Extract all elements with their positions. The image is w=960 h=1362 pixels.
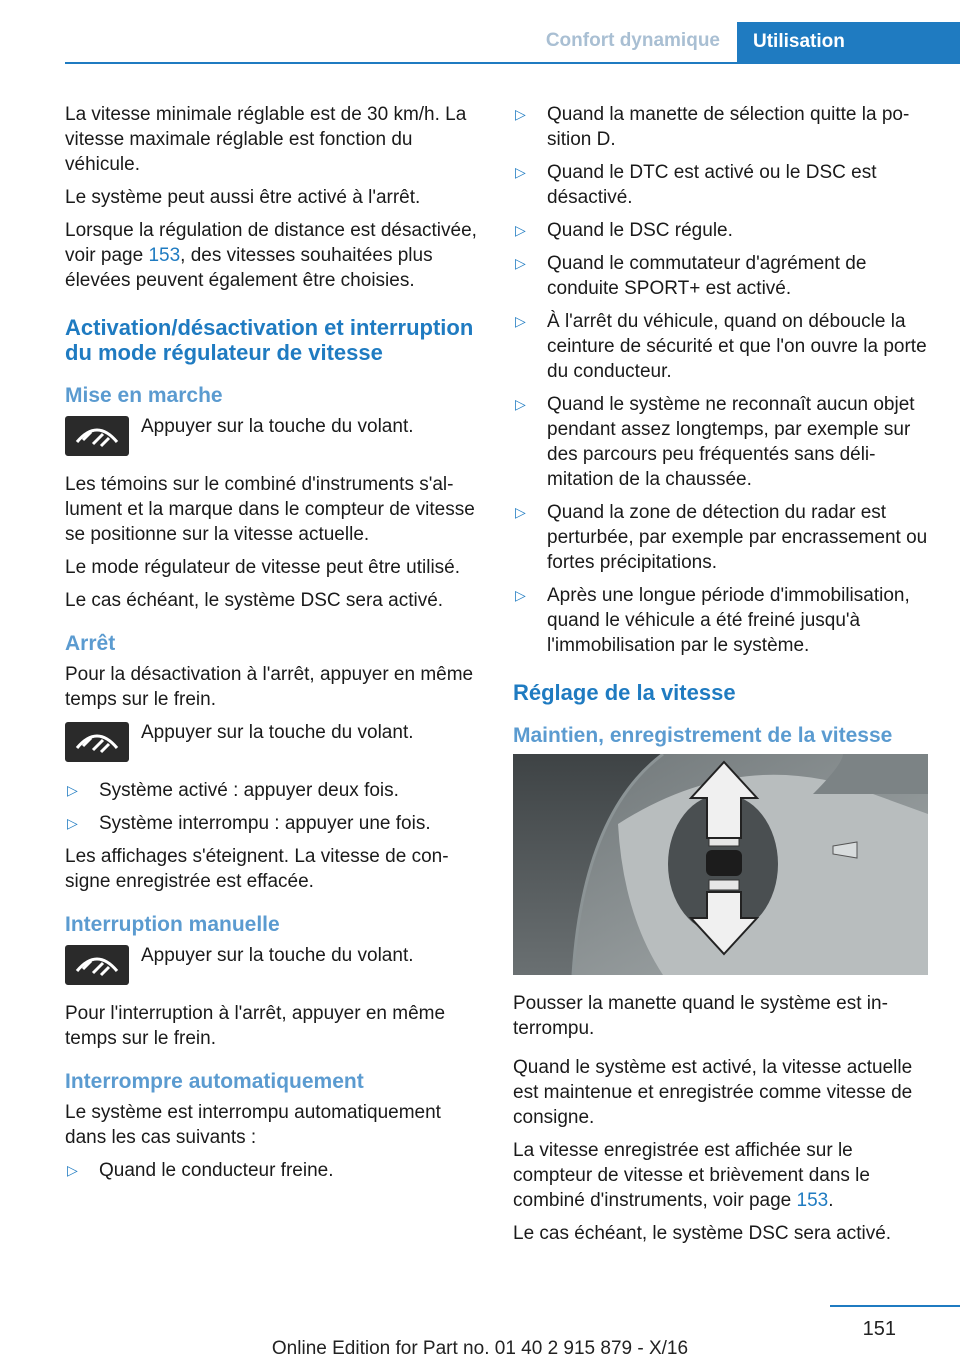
bullet-list	[65, 1158, 483, 1183]
paragraph: Le cas échéant, le système DSC sera activé.	[513, 1223, 892, 1244]
key-instruction-text: Appuyer sur la touche du volant.	[141, 945, 414, 966]
key-instruction-text: Appuyer sur la touche du volant.	[141, 416, 414, 437]
cruise-control-button-icon	[65, 945, 129, 985]
triangle-bullet-icon: ▷	[515, 587, 526, 603]
page-link[interactable]: 153	[796, 1190, 829, 1211]
header-chapter-tab: Utilisation	[737, 22, 960, 62]
triangle-bullet-icon: ▷	[515, 504, 526, 520]
paragraph: Le mode régulateur de vitesse peut être utilisé.	[65, 557, 461, 578]
list-item: ▷ Quand le DSC régule.	[515, 220, 733, 241]
page-number: 151	[862, 1318, 896, 1340]
header-section-title: Confort dynamique	[545, 30, 720, 51]
key-instruction-text: Appuyer sur la touche du volant.	[141, 722, 414, 743]
key-instruction	[65, 720, 483, 762]
list-item: ▷ Quand le DTC est activé ou le DSC est désactivé.	[515, 162, 877, 208]
triangle-bullet-icon: ▷	[515, 396, 526, 412]
subsection-heading: Arrêt	[65, 632, 116, 655]
paragraph: La vitesse minimale réglable est de 30 km/h. La vitesse maximale réglable est fonction du véhicule.	[65, 104, 467, 175]
subsection-heading: Interruption manuelle	[65, 913, 280, 936]
edition-footer: Online Edition for Part no. 01 40 2 915 879 - X/16	[271, 1338, 689, 1359]
list-item: ▷ Quand le système ne reconnaît aucun objet pendant assez longtemps, par exemple sur des parcours peu fréquentés sans délimitation de la chaussée.	[515, 394, 915, 490]
right-column	[513, 102, 928, 1254]
bullet-list	[65, 778, 483, 836]
list-item: ▷ Système interrompu : appuyer une fois.	[67, 813, 431, 834]
cruise-control-button-icon	[65, 416, 129, 456]
key-instruction	[65, 943, 483, 985]
triangle-bullet-icon: ▷	[515, 313, 526, 329]
paragraph: La vitesse enregistrée est affichée sur le compteur de vitesse et brièvement dans le combiné d'instruments, voir page 153.	[513, 1140, 870, 1211]
paragraph: Les témoins sur le combiné d'instruments s'allument et la marque dans le compteur de vitesse se positionne sur la vitesse actuelle.	[65, 474, 475, 545]
triangle-bullet-icon: ▷	[515, 164, 526, 180]
footer-rule	[830, 1305, 960, 1307]
subsection-heading: Mise en marche	[65, 384, 223, 407]
paragraph: Pour la désactivation à l'arrêt, appuyer en même temps sur le frein.	[65, 664, 474, 710]
paragraph: Lorsque la régulation de distance est désactivée, voir page 153, des vitesses souhaitées plus élevées peuvent également être choisies.	[65, 220, 477, 291]
list-item: ▷ À l'arrêt du véhicule, quand on déboucle la ceinture de sécurité et que l'on ouvre la porte du conducteur.	[515, 311, 927, 382]
paragraph: Le système est interrompu automatiquement dans les cas suivants :	[65, 1102, 441, 1148]
triangle-bullet-icon: ▷	[67, 815, 78, 831]
cruise-control-button-icon	[65, 722, 129, 762]
steering-wheel-illustration	[513, 754, 928, 975]
paragraph: Le système peut aussi être activé à l'arrêt.	[65, 187, 421, 208]
list-item: ▷ Quand la zone de détection du radar est perturbée, par exemple par encrassement ou fortes précipitations.	[515, 502, 928, 573]
subsection-heading: Maintien, enregistrement de la vitesse	[513, 724, 893, 747]
page-header	[0, 0, 960, 62]
list-item: ▷ Système activé : appuyer deux fois.	[67, 780, 399, 801]
list-item: ▷ Après une longue période d'immobilisation, quand le véhicule a été freiné jusqu'à l'immobilisation par le système.	[515, 585, 910, 656]
paragraph: Quand le système est activé, la vitesse actuelle est maintenue et enregistrée comme vitesse de consigne.	[513, 1057, 913, 1128]
paragraph: Pour l'interruption à l'arrêt, appuyer en même temps sur le frein.	[65, 1003, 446, 1049]
key-instruction	[65, 414, 483, 456]
subsection-heading: Interrompre automatiquement	[65, 1070, 364, 1093]
list-item: ▷ Quand le commutateur d'agrément de conduite SPORT+ est activé.	[515, 253, 867, 299]
triangle-bullet-icon: ▷	[515, 222, 526, 238]
triangle-bullet-icon: ▷	[515, 106, 526, 122]
triangle-bullet-icon: ▷	[67, 1162, 78, 1178]
paragraph: Pousser la manette quand le système est interrompu.	[513, 993, 888, 1039]
bullet-list	[513, 102, 928, 658]
list-item: ▷ Quand le conducteur freine.	[67, 1160, 334, 1181]
triangle-bullet-icon: ▷	[67, 782, 78, 798]
section-heading: Réglage de la vitesse	[513, 680, 736, 705]
page-link[interactable]: 153	[148, 245, 181, 266]
triangle-bullet-icon: ▷	[515, 255, 526, 271]
header-rule	[65, 62, 960, 64]
section-heading: Activation/désactivation et interruption du mode régulateur de vitesse	[65, 315, 474, 365]
left-column	[65, 102, 483, 1191]
list-item: ▷ Quand la manette de sélection quitte la position D.	[515, 104, 910, 150]
paragraph: Les affichages s'éteignent. La vitesse de consigne enregistrée est effacée.	[65, 846, 449, 892]
paragraph: Le cas échéant, le système DSC sera activé.	[65, 590, 444, 611]
